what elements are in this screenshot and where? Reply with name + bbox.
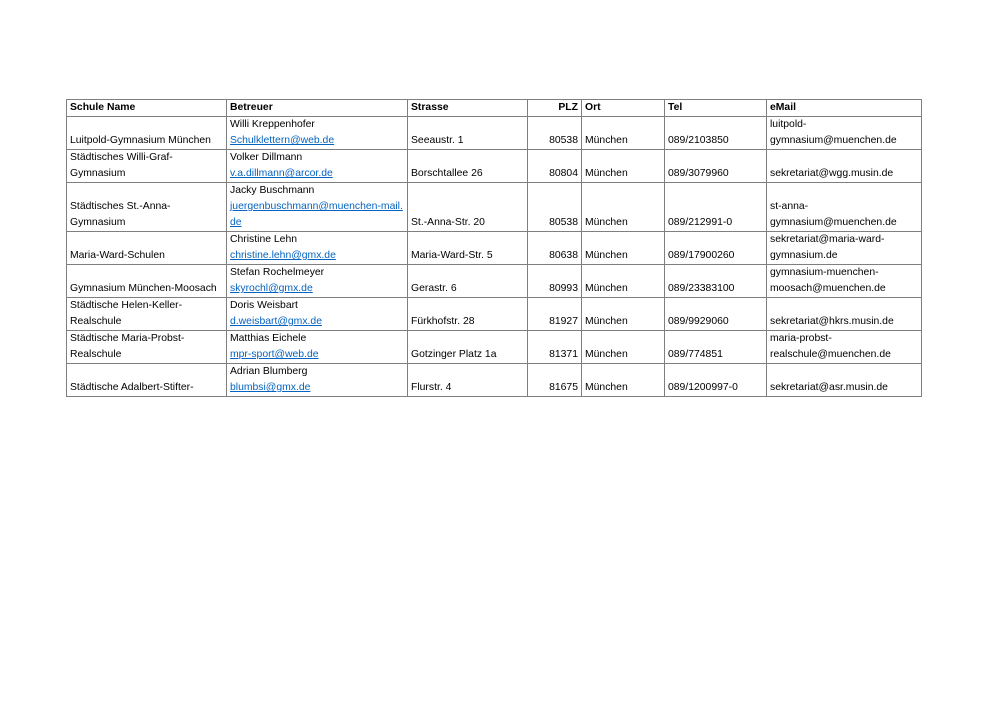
city-cell: München — [582, 265, 665, 298]
school-name-cell: Städtische Maria-Probst-Realschule — [67, 331, 227, 364]
supervisor-cell — [227, 183, 408, 232]
street-cell: Gerastr. 6 — [408, 265, 528, 298]
supervisor-name: Willi Kreppenhofer — [230, 119, 315, 130]
phone-cell: 089/3079960 — [665, 150, 767, 183]
supervisor-email-link[interactable]: skyrochl@gmx.de — [230, 283, 313, 294]
city-cell: München — [582, 331, 665, 364]
city-cell: München — [582, 117, 665, 150]
table-row — [67, 232, 922, 265]
school-email-cell: st-anna-gymnasium@muenchen.de — [767, 183, 922, 232]
city-cell: München — [582, 150, 665, 183]
header-ort: Ort — [582, 100, 665, 117]
supervisor-name: Matthias Eichele — [230, 333, 307, 344]
supervisor-email-link[interactable]: christine.lehn@gmx.de — [230, 250, 336, 261]
supervisor-name: Stefan Rochelmeyer — [230, 267, 325, 278]
supervisor-email-link[interactable]: v.a.dillmann@arcor.de — [230, 168, 333, 179]
school-email-cell: sekretariat@hkrs.musin.de — [767, 298, 922, 331]
supervisor-cell — [227, 364, 408, 397]
street-cell: Seeaustr. 1 — [408, 117, 528, 150]
phone-cell: 089/9929060 — [665, 298, 767, 331]
supervisor-email-link[interactable]: mpr-sport@web.de — [230, 349, 319, 360]
table-row — [67, 265, 922, 298]
phone-cell: 089/23383100 — [665, 265, 767, 298]
supervisor-email-link[interactable]: blumbsi@gmx.de — [230, 382, 311, 393]
school-name-cell: Städtisches St.-Anna-Gymnasium — [67, 183, 227, 232]
postal-code-cell: 81371 — [528, 331, 582, 364]
phone-cell: 089/17900260 — [665, 232, 767, 265]
city-cell: München — [582, 298, 665, 331]
table-row — [67, 117, 922, 150]
street-cell: Fürkhofstr. 28 — [408, 298, 528, 331]
school-email-cell: sekretariat@maria-ward-gymnasium.de — [767, 232, 922, 265]
supervisor-email-link[interactable]: d.weisbart@gmx.de — [230, 316, 322, 327]
school-email-cell: gymnasium-muenchen-moosach@muenchen.de — [767, 265, 922, 298]
phone-cell: 089/212991-0 — [665, 183, 767, 232]
header-tel: Tel — [665, 100, 767, 117]
header-email: eMail — [767, 100, 922, 117]
school-email-cell: maria-probst-realschule@muenchen.de — [767, 331, 922, 364]
street-cell: St.-Anna-Str. 20 — [408, 183, 528, 232]
supervisor-cell — [227, 232, 408, 265]
city-cell: München — [582, 232, 665, 265]
postal-code-cell: 80538 — [528, 183, 582, 232]
header-plz: PLZ — [528, 100, 582, 117]
supervisor-cell — [227, 298, 408, 331]
school-name-cell: Luitpold-Gymnasium München — [67, 117, 227, 150]
phone-cell: 089/1200997-0 — [665, 364, 767, 397]
supervisor-name: Christine Lehn — [230, 234, 298, 245]
city-cell: München — [582, 183, 665, 232]
street-cell: Flurstr. 4 — [408, 364, 528, 397]
supervisor-cell — [227, 117, 408, 150]
supervisor-email-link[interactable]: Schulklettern@web.de — [230, 135, 335, 146]
header-strasse: Strasse — [408, 100, 528, 117]
supervisor-name: Jacky Buschmann — [230, 185, 315, 196]
postal-code-cell: 80638 — [528, 232, 582, 265]
supervisor-cell — [227, 265, 408, 298]
school-name-cell: Städtische Helen-Keller-Realschule — [67, 298, 227, 331]
postal-code-cell: 80538 — [528, 117, 582, 150]
supervisor-cell — [227, 150, 408, 183]
street-cell: Borschtallee 26 — [408, 150, 528, 183]
header-betreuer: Betreuer — [227, 100, 408, 117]
phone-cell: 089/2103850 — [665, 117, 767, 150]
supervisor-cell — [227, 331, 408, 364]
postal-code-cell: 81927 — [528, 298, 582, 331]
header-row — [67, 100, 922, 117]
table-row — [67, 183, 922, 232]
school-email-cell: sekretariat@asr.musin.de — [767, 364, 922, 397]
postal-code-cell: 80993 — [528, 265, 582, 298]
school-name-cell: Städtisches Willi-Graf-Gymnasium — [67, 150, 227, 183]
postal-code-cell: 80804 — [528, 150, 582, 183]
school-contact-table — [66, 99, 922, 397]
supervisor-name: Adrian Blumberg — [230, 366, 308, 377]
phone-cell: 089/774851 — [665, 331, 767, 364]
school-email-cell: luitpold-gymnasium@muenchen.de — [767, 117, 922, 150]
street-cell: Gotzinger Platz 1a — [408, 331, 528, 364]
table-row — [67, 150, 922, 183]
postal-code-cell: 81675 — [528, 364, 582, 397]
supervisor-name: Doris Weisbart — [230, 300, 298, 311]
table-row — [67, 364, 922, 397]
school-name-cell: Gymnasium München-Moosach — [67, 265, 227, 298]
school-name-cell: Städtische Adalbert-Stifter- — [67, 364, 227, 397]
header-schule-name: Schule Name — [67, 100, 227, 117]
school-name-cell: Maria-Ward-Schulen — [67, 232, 227, 265]
supervisor-email-link[interactable]: juergenbuschmann@muenchen-mail.de — [230, 201, 403, 228]
school-email-cell: sekretariat@wgg.musin.de — [767, 150, 922, 183]
city-cell: München — [582, 364, 665, 397]
street-cell: Maria-Ward-Str. 5 — [408, 232, 528, 265]
supervisor-name: Volker Dillmann — [230, 152, 303, 163]
table-row — [67, 298, 922, 331]
table-row — [67, 331, 922, 364]
